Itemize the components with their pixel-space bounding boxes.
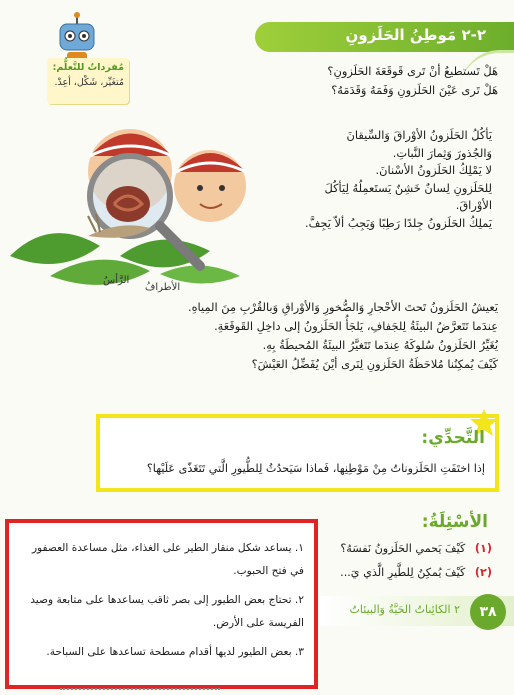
section-title: ٢-٢ مَوطِنُ الحَلَزونِ bbox=[345, 26, 486, 44]
fact-line: الأوْراقَ. bbox=[455, 198, 492, 213]
intro-question: هَلْ تَرى عَيْنَ الحَلَزونِ وَفَمَهُ وَقَدَمَهُ؟ bbox=[331, 83, 498, 97]
fact-line: لا يَمْلِكُ الحَلَزونُ الأسْنانَ. bbox=[375, 163, 492, 178]
habitat-paragraph bbox=[20, 298, 498, 374]
answer-item: ٢. تحتاج بعض الطيور إلى بصر ثاقب يساعدها على متابعة وصيد الفريسة على الأرض. bbox=[30, 594, 304, 629]
challenge-text: إذا اختَفَتِ الحَلَزوناتُ مِنْ مَوْطِنِها، فَماذا سَيَحدُثُ لِلطُّيورِ الَّتي تَتَغَذّى عَلَيْها؟ bbox=[146, 462, 485, 475]
intro-question: هَلْ تَستطيعُ أنْ تَرى قَوقَعَةَ الحَلَزونِ؟ bbox=[327, 64, 498, 78]
challenge-box bbox=[96, 414, 499, 492]
answer-list bbox=[17, 537, 304, 670]
vocabulary-note bbox=[47, 58, 129, 104]
footer-chapter: ٢ الكائِناتُ الحَيَّةُ وَالبيئاتُ bbox=[349, 603, 460, 616]
paragraph-line: عِندَما تَتَعرَّضُ البيئَةُ لِلجَفافِ، يَلجَأُ الحَلَزونُ إلى داخِلِ القَوقَعَةِ. bbox=[214, 319, 498, 333]
question-text: كَيْفَ يَحمي الحَلَزونُ نَفسَهُ؟ bbox=[340, 542, 466, 555]
question-number: (١) bbox=[474, 542, 492, 555]
question-item bbox=[340, 542, 492, 555]
paragraph-line: يَعيشُ الحَلَزونُ تَحتَ الأحْجارِ وَالصُّخورِ وَالأوْراقِ وَبالقُرْبِ مِنَ المِياهِ. bbox=[187, 300, 498, 314]
answer-panel bbox=[5, 519, 318, 689]
question-number: (٢) bbox=[474, 566, 492, 579]
snail-facts bbox=[242, 127, 492, 233]
vocabulary-title: مُفرداتٌ للتَّعلُّم: bbox=[52, 62, 124, 73]
fact-line: يَملِكُ الحَلَزونُ جِلدًا رَطِبًا وَيَجِبُ ألاّ يَجِفَّ. bbox=[305, 215, 492, 230]
paragraph-line: كَيْفَ يُمكِنُنا مُلاحَظَةُ الحَلَزونِ لِنَرى أيْنَ يُفَضِّلُ العَيْشَ؟ bbox=[251, 357, 498, 371]
intro-questions bbox=[198, 62, 498, 100]
cut-off-text-edge bbox=[60, 688, 220, 695]
antenna-label: الأطرافُ bbox=[145, 282, 181, 293]
fact-line: يَأكُلُ الحَلَزونُ الأوْراقَ وَالسِّيقانَ bbox=[346, 128, 492, 142]
section-header bbox=[255, 22, 514, 52]
challenge-title: التَّحدِّي: bbox=[421, 428, 485, 448]
fact-line: وَالجُذورَ وَثِمارَ النَّباتِ. bbox=[392, 145, 492, 160]
question-item bbox=[340, 566, 492, 579]
answer-item: ٣. بعض الطيور لديها أقدام مسطحة تساعدها على السباحة. bbox=[46, 646, 304, 658]
questions-title: الأسْئِلَةُ: bbox=[421, 512, 488, 532]
answer-item: ١. يساعد شكل منقار الطير على الغذاء، مثل مساعدة العصفور في فتح الحبوب. bbox=[31, 542, 304, 577]
page-number: ٣٨ bbox=[470, 594, 506, 630]
paragraph-line: يُغَيِّرُ الحَلَزونُ سُلوكَهُ عِندَما تَتَغيَّرُ البيئَةُ المُحيطَةُ بِهِ. bbox=[262, 338, 498, 352]
vocabulary-words: مُتغَيِّر، شَكْل، أعِدْ. bbox=[54, 77, 124, 88]
head-label: الرَّأسُ bbox=[103, 275, 130, 286]
children-magnifier-snail-illustration bbox=[10, 116, 250, 294]
question-text: كَيْفَ يُمكِنُ لِلطَّيرِ الَّذي يَ... bbox=[340, 566, 466, 579]
fact-line: لِلحَلَزونِ لِسانٌ خَشِنٌ يَستَعمِلُهُ لِيَأكُلَ bbox=[324, 180, 492, 195]
